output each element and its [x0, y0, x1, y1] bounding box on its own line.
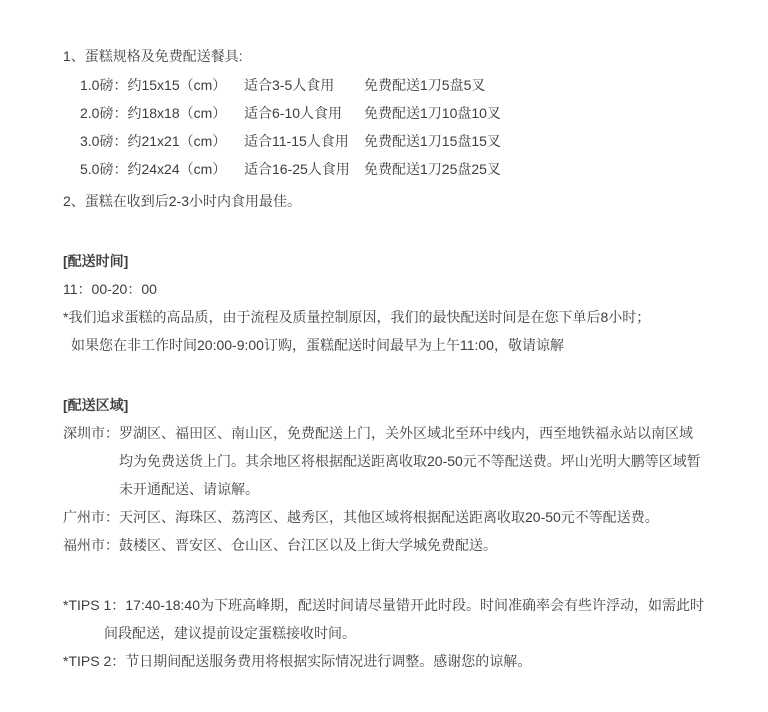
spec-serving: 适合6-10人食用	[244, 105, 343, 121]
tip-line	[63, 647, 748, 675]
city-line	[63, 419, 748, 447]
table-row	[80, 71, 748, 99]
tips-section	[63, 591, 748, 675]
spec-size: 1.0磅：约15x15（cm）	[80, 77, 227, 93]
tip-label: *TIPS 2：	[63, 653, 126, 669]
spec-serving: 适合3-5人食用	[244, 77, 335, 93]
city-line: 均为免费送货上门。其余地区将根据配送距离收取20-50元不等配送费。坪山光明大鹏等区域暂	[119, 453, 701, 469]
spec-size: 3.0磅：约21x21（cm）	[80, 133, 227, 149]
city-label: 深圳市：	[63, 425, 119, 441]
cake-specs-section	[63, 42, 748, 215]
city-line: 未开通配送、请谅解。	[119, 481, 259, 497]
city-text: 罗湖区、福田区、南山区，免费配送上门，关外区域北至环中线内，西至地铁福永站以南区域	[119, 425, 693, 441]
spec-freebies: 免费配送1刀15盘15叉	[364, 133, 501, 149]
spec-size: 2.0磅：约18x18（cm）	[80, 105, 227, 121]
specs-heading: 1、蛋糕规格及免费配送餐具:	[63, 48, 243, 64]
tip-text: 17:40-18:40为下班高峰期，配送时间请尽量错开此时段。时间准确率会有些许浮动，如需此时	[125, 597, 704, 613]
tip-1	[63, 591, 748, 647]
city-label: 广州市：	[63, 509, 119, 525]
city-line	[63, 503, 748, 531]
tip-label: *TIPS 1：	[63, 597, 126, 613]
city-line	[63, 531, 748, 559]
city-fuzhou	[63, 531, 748, 559]
delivery-time-section	[63, 247, 748, 359]
delivery-time-heading: [配送时间]	[63, 253, 129, 269]
delivery-time-note-line1: *我们追求蛋糕的高品质，由于流程及质量控制原因，我们的最快配送时间是在您下单后8小时；	[63, 309, 651, 325]
table-row	[80, 99, 748, 127]
spec-freebies: 免费配送1刀5盘5叉	[364, 77, 486, 93]
delivery-area-heading: [配送区域]	[63, 397, 129, 413]
freshness-note: 2、蛋糕在收到后2-3小时内食用最佳。	[63, 193, 302, 209]
table-row	[80, 127, 748, 155]
city-text: 鼓楼区、晋安区、仓山区、台江区以及上街大学城免费配送。	[119, 537, 497, 553]
tip-2	[63, 647, 748, 675]
delivery-area-section	[63, 391, 748, 559]
spec-serving: 适合11-15人食用	[244, 133, 349, 149]
spec-serving: 适合16-25人食用	[244, 161, 350, 177]
delivery-time-note-line2: 如果您在非工作时间20:00-9:00订购，蛋糕配送时间最早为上午11:00，敬请谅解	[71, 337, 564, 353]
city-shenzhen	[63, 419, 748, 503]
specs-table	[80, 71, 748, 183]
tip-line	[63, 591, 748, 619]
spec-freebies: 免费配送1刀10盘10叉	[364, 105, 501, 121]
table-row	[80, 155, 748, 183]
tip-text: 节日期间配送服务费用将根据实际情况进行调整。感谢您的谅解。	[125, 653, 532, 669]
spec-size: 5.0磅：约24x24（cm）	[80, 161, 227, 177]
city-label: 福州市：	[63, 537, 119, 553]
delivery-hours: 11：00-20：00	[63, 281, 157, 297]
city-text: 天河区、海珠区、荔湾区、越秀区，其他区域将根据配送距离收取20-50元不等配送费。	[119, 509, 659, 525]
city-guangzhou	[63, 503, 748, 531]
tip-line: 间段配送，建议提前设定蛋糕接收时间。	[104, 625, 356, 641]
spec-freebies: 免费配送1刀25盘25叉	[364, 161, 501, 177]
